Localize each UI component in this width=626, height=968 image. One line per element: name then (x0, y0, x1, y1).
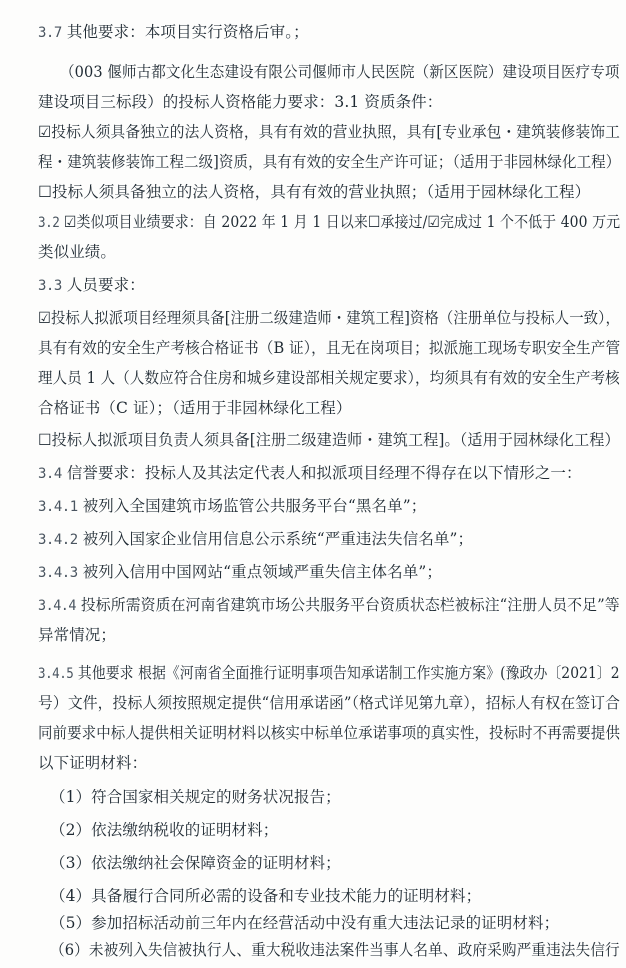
section-number: 3.4.5 (38, 666, 74, 682)
line-text: （5）参加招标活动前三年内在经营活动中没有重大违法记录的证明材料； (50, 914, 560, 932)
line-text: 同前要求中标人提供相关证明材料以核实中标单位承诺事项的真实性，投标时不再需要提供 (38, 724, 621, 742)
line-text: （003 偃师古都文化生态建设有限公司偃师市人民医院（新区医院）建设项目医疗专项 (60, 63, 620, 81)
line-3-4-5-cont-3 (38, 753, 147, 775)
section-number: 3.4.3 (38, 565, 78, 581)
section-number: 3.4.1 (38, 499, 78, 515)
line-text: 具有有效的安全生产考核合格证书（B 证），且无在岗项目；拟派施工现场专职安全生产管 (38, 339, 621, 357)
line-text: 类似业绩。 (38, 243, 117, 261)
line-text: （4）具备履行合同所必需的设备和专业技术能力的证明材料； (50, 887, 482, 905)
line-3-4 (38, 463, 582, 485)
line-text: （6）未被列入失信被执行人、重大税收违法案件当事人名单、政府采购严重违法失信行 (50, 941, 620, 959)
line-text: 建设项目三标段）的投标人资格能力要求：3.1 资质条件： (38, 93, 443, 111)
line-3-4-4-cont (38, 625, 116, 647)
line-personnel-1 (38, 308, 620, 330)
line-text: ☐投标人须具备独立的法人资格，具有有效的营业执照；（适用于园林绿化工程） (38, 183, 591, 201)
line-qualification-checked-2 (38, 152, 620, 174)
line-3-2-cont (38, 242, 116, 264)
line-text: 被列入信用中国网站“重点领域严重失信主体名单”； (82, 563, 442, 581)
line-3-4-1 (38, 496, 426, 518)
line-3-4-3 (38, 562, 442, 584)
line-text: 其他要求 根据《河南省全面推行证明事项告知承诺制工作实施方案》(豫政办〔2021〕2 (77, 664, 620, 682)
line-text: 被列入国家企业信用信息公示系统“严重违法失信名单”； (82, 530, 474, 548)
section-number: 3.2 (38, 215, 60, 231)
line-text: 投标所需资质在河南省建筑市场公共服务平台资质状态栏被标注“注册人员不足”等 (80, 596, 620, 614)
line-text: （3）依法缴纳社会保障资金的证明材料； (50, 854, 341, 872)
list-item-5 (50, 913, 559, 935)
line-personnel-4 (38, 398, 352, 420)
line-text: （1）符合国家相关规定的财务状况报告； (50, 788, 341, 806)
line-text: 号）文件，投标人须按照规定提供“信用承诺函”（格式详见第九章），招标人有权在签订合 (38, 694, 620, 712)
line-3-4-5 (38, 663, 620, 685)
section-number: 3.3 (38, 278, 62, 294)
list-item-6 (50, 940, 620, 962)
line-3-2 (38, 212, 620, 234)
line-text: 人员要求： (66, 276, 145, 294)
line-qualification-unchecked (38, 182, 590, 204)
line-3-4-5-cont-2 (38, 723, 620, 745)
line-text: 以下证明材料： (38, 754, 148, 772)
list-item-4 (50, 886, 481, 908)
section-number: 3.7 (38, 25, 62, 41)
list-item-1 (50, 787, 341, 809)
line-personnel-3 (38, 368, 620, 390)
line-3-7 (38, 22, 309, 44)
section-number: 3.4 (38, 466, 62, 482)
line-3-4-2 (38, 529, 473, 551)
list-item-2 (50, 820, 278, 842)
line-text: 其他要求：本项目实行资格后审。； (66, 23, 309, 41)
line-personnel-2 (38, 338, 620, 360)
section-number: 3.4.4 (38, 598, 77, 614)
line-text: ☑类似项目业绩要求：自 2022 年 1 月 1 日以来☐承接过/☑完成过 1 个不低于 400 万元 (63, 213, 621, 231)
line-text: 异常情况； (38, 626, 117, 644)
line-3-4-5-cont-1 (38, 693, 620, 715)
line-text: （2）依法缴纳税收的证明材料； (50, 821, 279, 839)
line-text: 程・建筑装修装饰工程二级]资质，具有有效的安全生产许可证；（适用于非园林绿化工程） (38, 153, 621, 171)
line-3-4-4 (38, 595, 620, 617)
line-paragraph-intro-2 (38, 92, 442, 114)
line-text: ☑投标人拟派项目经理须具备[注册二级建造师・建筑工程]资格（注册单位与投标人一致）， (38, 309, 620, 327)
line-text: 理人员 1 人（人数应符合住房和城乡建设部相关规定要求），均须具有有效的安全生产考核 (38, 369, 620, 387)
line-text: 合格证书（C 证）；（适用于非园林绿化工程） (38, 399, 352, 417)
line-qualification-checked-1 (38, 122, 620, 144)
line-text: ☑投标人须具备独立的法人资格，具有有效的营业执照，具有[专业承包・建筑装修装饰工 (38, 123, 620, 141)
line-text: 被列入全国建筑市场监管公共服务平台“黑名单”； (82, 497, 427, 515)
line-text: 信誉要求：投标人及其法定代表人和拟派项目经理不得存在以下情形之一： (66, 464, 582, 482)
section-number: 3.4.2 (38, 532, 78, 548)
list-item-3 (50, 853, 341, 875)
line-3-3 (38, 275, 145, 297)
line-paragraph-intro-1 (60, 62, 620, 84)
line-personnel-unchecked (38, 430, 620, 452)
line-text: ☐投标人拟派项目负责人须具备[注册二级建造师・建筑工程]。（适用于园林绿化工程） (38, 431, 620, 449)
